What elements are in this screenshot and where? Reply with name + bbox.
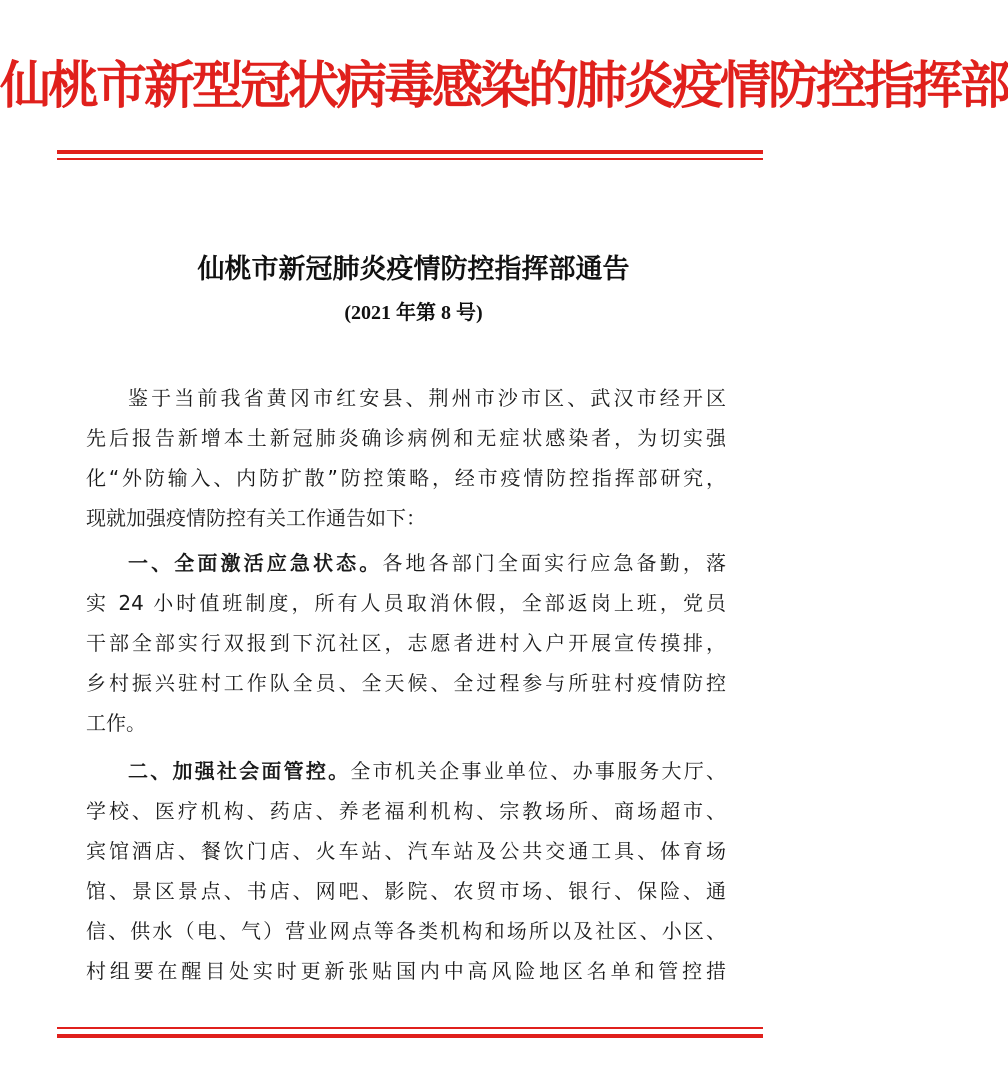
footer-rule-thick xyxy=(57,1034,763,1038)
section-2-lead: 全市机关企事业单位、办事服务大厅、 xyxy=(350,759,727,783)
body-line: 馆、景区景点、书店、网吧、影院、农贸市场、银行、保险、通 xyxy=(86,879,726,903)
footer-rule-thin xyxy=(57,1027,763,1029)
body-line: 工作。 xyxy=(86,711,146,735)
body-line: 乡村振兴驻村工作队全员、全天候、全过程参与所驻村疫情防控 xyxy=(86,671,726,695)
header-rule-thick xyxy=(57,150,763,154)
section-2-first-line xyxy=(86,751,726,791)
body-line: 宾馆酒店、餐饮门店、火车站、汽车站及公共交通工具、体育场 xyxy=(86,839,726,863)
body-line: 干部全部实行双报到下沉社区，志愿者进村入户开展宣传摸排， xyxy=(86,631,726,655)
masthead-title: 仙桃市新型冠状病毒感染的肺炎疫情防控指挥部 xyxy=(0,56,1008,116)
body-line: 学校、医疗机构、药店、养老福利机构、宗教场所、商场超市、 xyxy=(86,799,726,823)
section-1-first-line xyxy=(86,543,726,583)
notice-number: (2021 年第 8 号) xyxy=(344,302,483,324)
body-line: 实 24 小时值班制度，所有人员取消休假，全部返岗上班，党员 xyxy=(86,591,726,615)
section-1-lead: 各地各部门全面实行应急备勤，落 xyxy=(382,551,727,575)
body-line: 村组要在醒目处实时更新张贴国内中高风险地区名单和管控措 xyxy=(86,959,726,983)
body-line: 信、供水（电、气）营业网点等各类机构和场所以及社区、小区、 xyxy=(86,919,726,943)
notice-title: 仙桃市新冠肺炎疫情防控指挥部通告 xyxy=(197,254,630,285)
body-line: 先后报告新增本土新冠肺炎确诊病例和无症状感染者，为切实强 xyxy=(86,426,726,450)
section-2-heading: 二、加强社会面管控。 xyxy=(128,759,351,783)
section-1-heading: 一、全面激活应急状态。 xyxy=(128,551,383,575)
header-rule-thin xyxy=(57,158,763,160)
body-line: 鉴于当前我省黄冈市红安县、荆州市沙市区、武汉市经开区 xyxy=(128,386,726,410)
body-line: 化“外防输入、内防扩散”防控策略，经市疫情防控指挥部研究， xyxy=(86,466,726,490)
body-line: 现就加强疫情防控有关工作通告如下： xyxy=(86,506,426,530)
